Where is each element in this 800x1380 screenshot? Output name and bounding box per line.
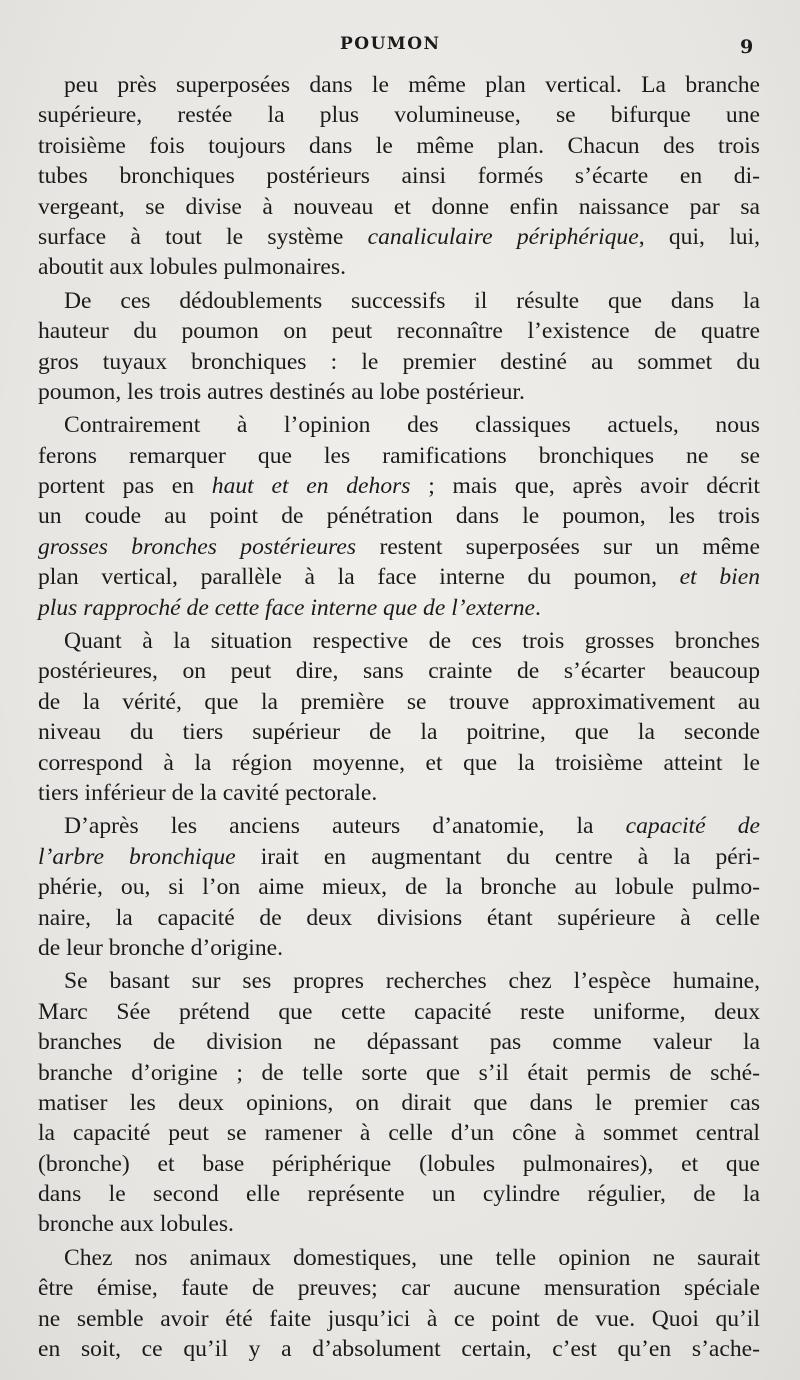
text-run: ferons remarquer que les ramifications bronchiques ne se	[38, 442, 760, 469]
text-run: vergeant, se divise à nouveau et donne enfin naissance par sa	[38, 193, 760, 220]
text-line	[38, 471, 760, 501]
text-line	[38, 1149, 760, 1179]
text-line	[38, 286, 760, 316]
text-line	[38, 872, 760, 902]
italic-text: capacité de	[625, 813, 760, 840]
text-run: troisième fois toujours dans le même plan. Chacun des trois	[38, 132, 760, 159]
running-title: POUMON	[340, 34, 441, 54]
text-run: D’après les anciens auteurs d’anatomie, la	[64, 813, 626, 840]
text-run: aboutit aux lobules pulmonaires.	[38, 254, 346, 281]
text-run: irait en augmentant du centre à la péri-	[235, 843, 760, 870]
text-run: en soit, ce qu’il y a d’absolument certain, c’est qu’en s’ache-	[38, 1336, 760, 1363]
text-run: , qui, lui,	[638, 223, 760, 250]
text-line	[38, 410, 760, 440]
text-run: ; mais que, après avoir décrit	[410, 473, 760, 500]
text-run: être émise, faute de preuves; car aucune mensuration spéciale	[38, 1275, 760, 1302]
text-run: Quant à la situation respective de ces trois grosses bronches	[64, 628, 760, 655]
text-line	[38, 687, 760, 717]
text-run: tiers inférieur de la cavité pectorale.	[38, 779, 378, 806]
text-line	[38, 377, 760, 407]
text-run: portent pas en	[38, 473, 212, 500]
text-run: supérieure, restée la plus volumineuse, se bifurque une	[38, 102, 760, 129]
text-line	[38, 903, 760, 933]
text-line	[38, 70, 760, 100]
text-line	[38, 1209, 760, 1239]
text-run: Chez nos animaux domestiques, une telle opinion ne saurait	[64, 1244, 760, 1271]
text-line	[38, 717, 760, 747]
text-line	[38, 1334, 760, 1364]
text-line	[38, 593, 760, 623]
italic-text: grosses bronches postérieures	[38, 533, 357, 560]
page-number: 9	[740, 36, 754, 58]
paragraph	[38, 70, 760, 283]
text-line	[38, 1243, 760, 1273]
page-header	[0, 34, 800, 58]
body-text	[38, 70, 760, 1364]
text-line	[38, 347, 760, 377]
text-line	[38, 626, 760, 656]
text-line	[38, 1058, 760, 1088]
text-run: bronche aux lobules.	[38, 1211, 234, 1238]
text-run: peu près superposées dans le même plan vertical. La branche	[64, 72, 760, 98]
text-run: Marc Sée prétend que cette capacité reste uniforme, deux	[38, 998, 760, 1025]
text-run: un coude au point de pénétration dans le poumon, les trois	[38, 503, 760, 530]
text-line	[38, 1027, 760, 1057]
text-run: gros tuyaux bronchiques : le premier destiné au sommet du	[38, 348, 760, 375]
text-run: matiser les deux opinions, on dirait que dans le premier cas	[38, 1089, 760, 1116]
paragraph	[38, 626, 760, 808]
text-line	[38, 562, 760, 592]
italic-text: haut et en dehors	[211, 473, 411, 500]
text-line	[38, 1088, 760, 1118]
text-run: dans le second elle représente un cylindre régulier, de la	[38, 1181, 760, 1208]
text-line	[38, 532, 760, 562]
text-run: ne semble avoir été faite jusqu’ici à ce point de vue. Quoi qu’il	[38, 1305, 760, 1332]
italic-text: canaliculaire périphérique	[367, 223, 639, 250]
text-run: tubes bronchiques postérieurs ainsi formés s’écarte en di-	[38, 163, 760, 190]
text-run: Contrairement à l’opinion des classiques actuels, nous	[64, 412, 760, 439]
text-line	[38, 842, 760, 872]
text-run: hauteur du poumon on peut reconnaître l’existence de quatre	[38, 318, 760, 345]
italic-text: l’arbre bronchique	[38, 843, 236, 870]
text-line	[38, 501, 760, 531]
text-line	[38, 161, 760, 191]
text-line	[38, 1179, 760, 1209]
text-line	[38, 997, 760, 1027]
text-line	[38, 966, 760, 996]
text-line	[38, 1118, 760, 1148]
text-run: la capacité peut se ramener à celle d’un cône à sommet central	[38, 1120, 760, 1147]
text-run: poumon, les trois autres destinés au lobe postérieur.	[38, 378, 525, 405]
text-line	[38, 100, 760, 130]
text-run: branche d’origine ; de telle sorte que s’il était permis de sché-	[38, 1059, 760, 1086]
paragraph	[38, 410, 760, 623]
text-run: (bronche) et base périphérique (lobules pulmonaires), et que	[38, 1150, 760, 1177]
italic-text: et bien	[679, 564, 760, 591]
text-line	[38, 252, 760, 282]
text-run: postérieures, on peut dire, sans crainte de s’écarter beaucoup	[38, 658, 760, 685]
paragraph	[38, 966, 760, 1240]
text-line	[38, 656, 760, 686]
text-line	[38, 933, 760, 963]
text-line	[38, 811, 760, 841]
text-run: De ces dédoublements successifs il résulte que dans la	[64, 287, 760, 314]
text-run: phérie, ou, si l’on aime mieux, de la bronche au lobule pulmo-	[38, 874, 760, 901]
italic-text: plus rapproché de cette face interne que de l’externe	[38, 594, 536, 621]
paragraph	[38, 1243, 760, 1365]
text-run: Se basant sur ses propres recherches chez l’espèce humaine,	[64, 968, 760, 995]
text-run: surface à tout le système	[38, 223, 368, 250]
text-run: de leur bronche d’origine.	[38, 934, 284, 961]
text-line	[38, 1304, 760, 1334]
text-line	[38, 192, 760, 222]
text-run: naire, la capacité de deux divisions étant supérieure à celle	[38, 904, 760, 931]
paragraph	[38, 811, 760, 963]
text-line	[38, 316, 760, 346]
text-line	[38, 441, 760, 471]
text-line	[38, 222, 760, 252]
text-run: branches de division ne dépassant pas comme valeur la	[38, 1029, 760, 1056]
text-line	[38, 778, 760, 808]
text-line	[38, 1273, 760, 1303]
text-line	[38, 131, 760, 161]
text-run: .	[535, 594, 541, 621]
text-run: plan vertical, parallèle à la face interne du poumon,	[38, 564, 680, 591]
text-run: de la vérité, que la première se trouve approximativement au	[38, 688, 760, 715]
text-run: niveau du tiers supérieur de la poitrine, que la seconde	[38, 719, 760, 746]
text-run: correspond à la région moyenne, et que la troisième atteint le	[38, 749, 760, 776]
text-line	[38, 748, 760, 778]
text-run: restent superposées sur un même	[356, 533, 761, 560]
paragraph	[38, 286, 760, 408]
